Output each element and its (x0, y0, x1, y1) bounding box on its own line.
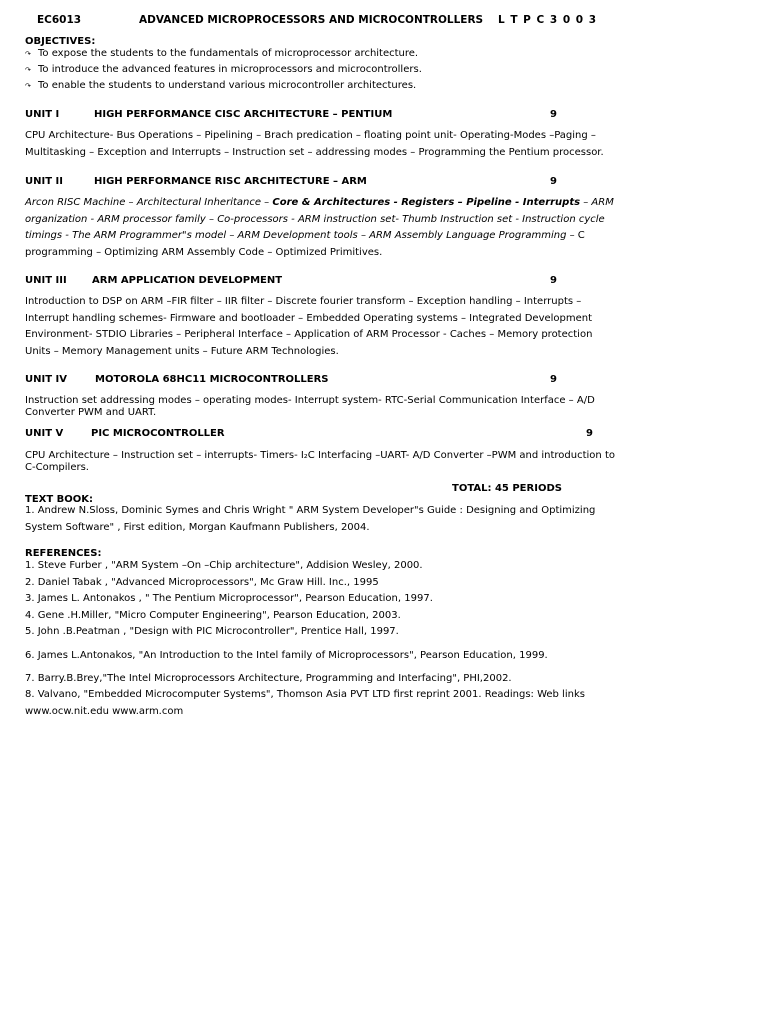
references-heading: REFERENCES: (25, 548, 102, 559)
unit-content: Instruction set addressing modes – operating modes- Interrupt system- RTC-Serial Communication Interface – A/D Converter PWM and UART. (25, 395, 595, 418)
reference-item: 2. Daniel Tabak , "Advanced Microprocessors", Mc Graw Hill. Inc., 1995 (25, 577, 379, 588)
arrow-bullet-icon: ↷ (25, 50, 31, 58)
reference-item: 6. James L.Antonakos, "An Introduction to the Intel family of Microprocessors", Pearson Education, 1999. (25, 650, 548, 661)
unit-label: UNIT IV (25, 374, 67, 385)
unit-content: Arcon RISC Machine – Architectural Inheritance – Core & Architectures - Registers – Pipeline - Interrupts – ARM organization - ARM processor family – Co-processors - ARM instruction set- Thumb Instruction set - Instruction cycle timings - The ARM Programmer"s model – ARM Development tools – ARM Assembly Language Programming – C programming – Optimizing ARM Assembly Code – Optimized Primitives. (25, 197, 614, 258)
reference-item: 3. James L. Antonakos , " The Pentium Microprocessor", Pearson Education, 1997. (25, 593, 433, 604)
unit-title: HIGH PERFORMANCE CISC ARCHITECTURE – PENTIUM (94, 109, 393, 120)
unit-label: UNIT V (25, 428, 64, 439)
arrow-bullet-icon: ↷ (25, 66, 31, 74)
textbook-entry: 1. Andrew N.Sloss, Dominic Symes and Chris Wright " ARM System Developer"s Guide : Designing and Optimizing System Software" , First edition, Morgan Kaufmann Publishers, 2004. (25, 505, 596, 533)
reference-web-links[interactable]: www.ocw.nit.edu www.arm.com (25, 706, 184, 717)
unit-hours: 9 (550, 275, 557, 286)
unit-hours: 9 (586, 428, 593, 439)
ltpc-credits: L T P C 3 0 0 3 (498, 14, 598, 26)
unit-hours: 9 (550, 109, 557, 120)
total-periods: TOTAL: 45 PERIODS (452, 483, 562, 494)
unit-label: UNIT II (25, 176, 63, 187)
unit-hours: 9 (550, 176, 557, 187)
reference-item: 1. Steve Furber , "ARM System –On –Chip architecture", Addision Wesley, 2000. (25, 560, 423, 571)
objective-item: ↷ To expose the students to the fundamentals of microprocessor architecture. (25, 48, 419, 59)
unit-title: MOTOROLA 68HC11 MICROCONTROLLERS (95, 374, 329, 385)
reference-item: 8. Valvano, "Embedded Microcomputer Systems", Thomson Asia PVT LTD first reprint 2001. Readings: Web links (25, 689, 585, 700)
arrow-bullet-icon: ↷ (25, 82, 31, 90)
course-title: ADVANCED MICROPROCESSORS AND MICROCONTROLLERS (139, 14, 484, 26)
unit-title: HIGH PERFORMANCE RISC ARCHITECTURE – ARM (94, 176, 367, 187)
unit-title: PIC MICROCONTROLLER (91, 428, 225, 439)
unit-content: CPU Architecture- Bus Operations – Pipelining – Brach predication – floating point unit- Operating-Modes –Paging – Multitasking – Exception and Interrupts – Instruction set – addressing modes – Programming the Pentium processor. (25, 130, 604, 158)
reference-item: 4. Gene .H.Miller, "Micro Computer Engineering", Pearson Education, 2003. (25, 610, 401, 621)
unit-content: CPU Architecture – Instruction set – interrupts- Timers- I₂C Interfacing –UART- A/D Converter –PWM and introduction to C-Compilers. (25, 450, 615, 473)
unit-title: ARM APPLICATION DEVELOPMENT (92, 275, 283, 286)
unit-label: UNIT III (25, 275, 67, 286)
objective-item: ↷ To introduce the advanced features in microprocessors and microcontrollers. (25, 64, 422, 75)
unit-content: Introduction to DSP on ARM –FIR filter – IIR filter – Discrete fourier transform – Exception handling – Interrupts – Interrupt handling schemes- Firmware and bootloader – Embedded Operating systems – Integrated Development Environment- STDIO Libraries – Peripheral Interface – Application of ARM Processor - Caches – Memory protection Units – Memory Management units – Future ARM Technologies. (25, 296, 593, 357)
course-code: EC6013 (37, 14, 82, 26)
objective-item: ↷ To enable the students to understand various microcontroller architectures. (25, 80, 417, 91)
textbook-heading: TEXT BOOK: (25, 494, 94, 505)
reference-item: 7. Barry.B.Brey,"The Intel Microprocessors Architecture, Programming and Interfacing", PHI,2002. (25, 673, 512, 684)
reference-item: 5. John .B.Peatman , "Design with PIC Microcontroller", Prentice Hall, 1997. (25, 626, 399, 637)
unit-hours: 9 (550, 374, 557, 385)
unit-label: UNIT I (25, 109, 60, 120)
objectives-heading: OBJECTIVES: (25, 36, 96, 47)
